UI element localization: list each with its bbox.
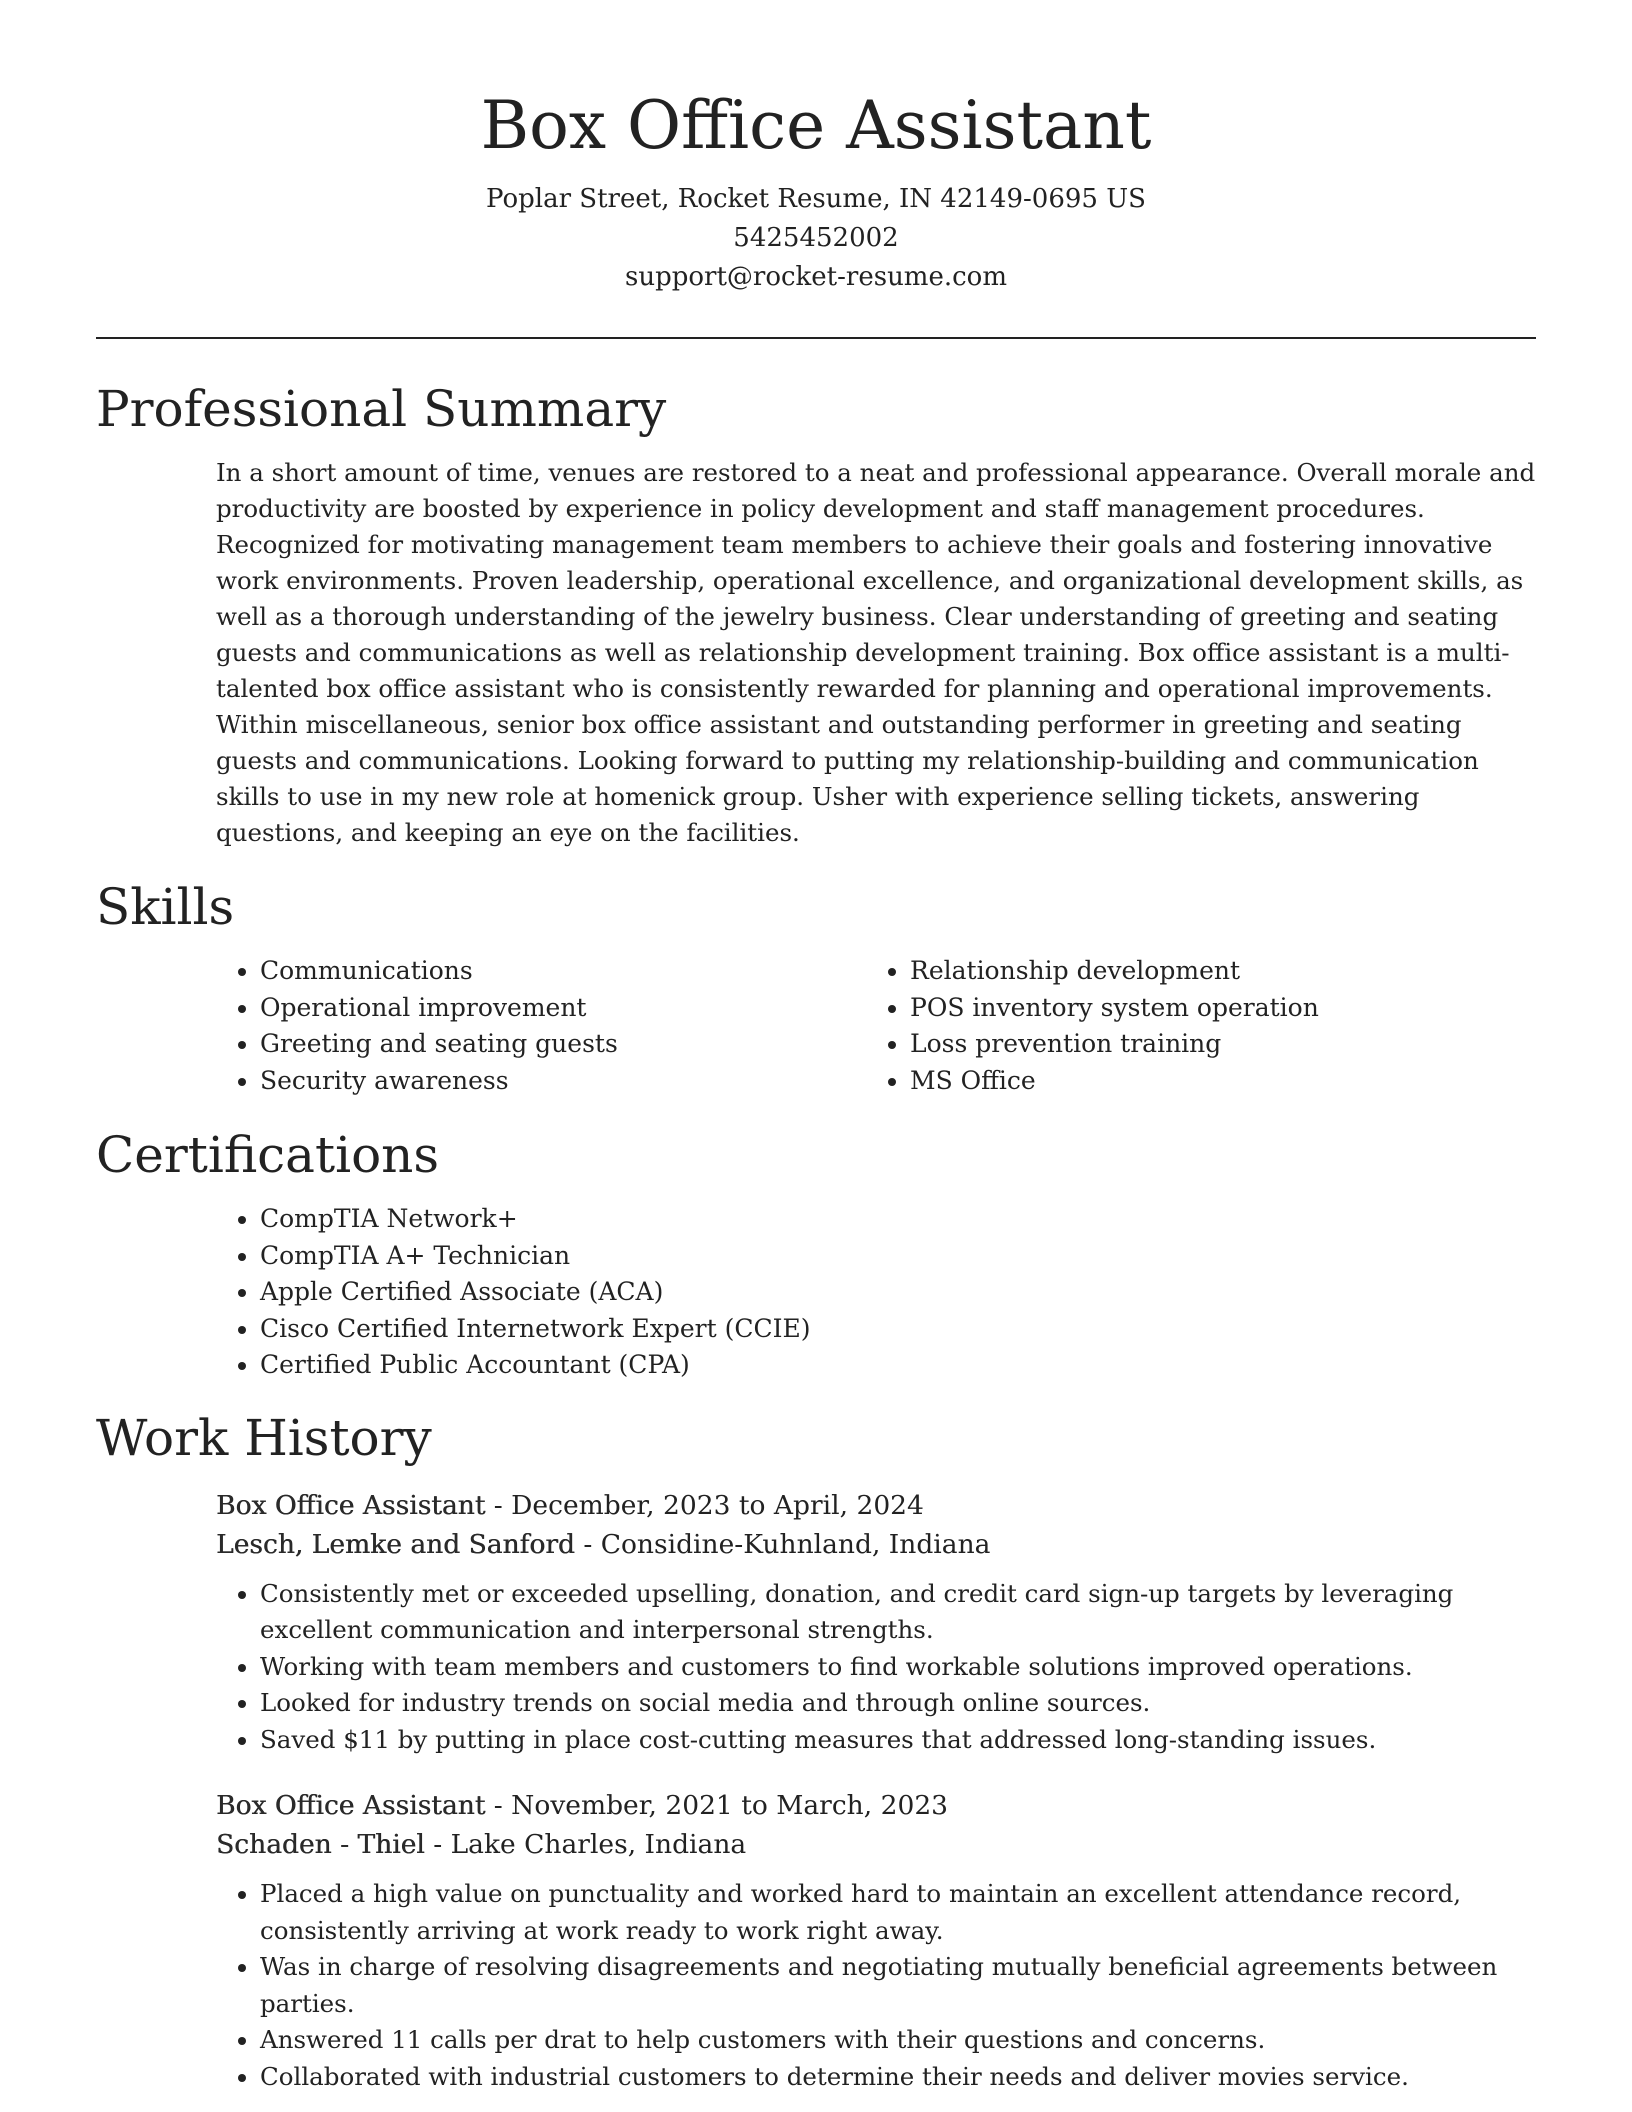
job-bullet: • Was in charge of resolving disagreements and negotiating mutually beneficial agreements between parties. [260, 1949, 1536, 2022]
job-bullet: • Looked for industry trends on social media and through online sources. [260, 1685, 1536, 1722]
certification-item: • Apple Certified Associate (ACA) [260, 1274, 1536, 1311]
skill-item: • Relationship development [910, 953, 1516, 990]
job-bullets [216, 1876, 1536, 2095]
job-title-line [216, 1786, 1536, 1825]
job-bullets [216, 1576, 1536, 1759]
job-company-line [216, 1525, 1536, 1564]
skills-column-right [866, 953, 1516, 1099]
section-title-work-history: Work History [96, 1408, 432, 1467]
certification-item: • Cisco Certified Internetwork Expert (CCIE) [260, 1311, 1536, 1348]
job-bullet: • Consistently met or exceeded upselling, donation, and credit card sign-up targets by leveraging excellent communication and interpersonal strengths. [260, 1576, 1536, 1649]
header-divider [96, 337, 1536, 339]
contact-info [96, 180, 1536, 297]
skill-item: • Security awareness [260, 1063, 866, 1100]
resume-header [96, 0, 1536, 297]
summary-text: In a short amount of time, venues are restored to a neat and professional appearance. Overall morale and productivity are boosted by experience in policy development and staff management procedures. Recognized for motivating management team members to achieve their goals and fostering innovative work environments. Proven leadership, operational excellence, and organizational development skills, as well as a thorough understanding of the jewelry business. Clear understanding of greeting and seating guests and communications as well as relationship development training. Box office assistant is a multi-talented box office assistant who is consistently rewarded for planning and operational improvements. Within miscellaneous, senior box office assistant and outstanding performer in greeting and seating guests and communications. Looking forward to putting my relationship-building and communication skills to use in my new role at homenick group. Usher with experience selling tickets, answering questions, and keeping an eye on the facilities. [216, 458, 1536, 847]
address: Poplar Street, Rocket Resume, IN 42149-0695 US [486, 184, 1146, 214]
phone: 5425452002 [733, 223, 899, 253]
section-title-skills: Skills [96, 878, 235, 936]
job-bullet: • Collaborated with industrial customers to determine their needs and deliver movies service. [260, 2059, 1536, 2096]
skill-item: • POS inventory system operation [910, 990, 1516, 1027]
job-position: Box Office Assistant [216, 1489, 486, 1521]
certification-item: • CompTIA A+ Technician [260, 1238, 1536, 1275]
certifications-list [216, 1201, 1536, 1384]
job-dates: - November, 2021 to March, 2023 [493, 1790, 949, 1821]
email: support@rocket-resume.com [624, 262, 1007, 292]
resume-page [96, 0, 1536, 2112]
job-location: - Lake Charles, Indiana [433, 1829, 747, 1860]
job-position: Box Office Assistant [216, 1790, 486, 1821]
job-dates: - December, 2023 to April, 2024 [493, 1489, 924, 1521]
skills-list [216, 953, 1536, 1099]
skill-item: • Communications [260, 953, 866, 990]
job-bullet: • Saved $11 by putting in place cost-cutting measures that addressed long-standing issues. [260, 1722, 1536, 1759]
candidate-name: Box Office Assistant [480, 87, 1152, 164]
certification-item: • CompTIA Network+ [260, 1201, 1536, 1238]
skill-item: • MS Office [910, 1063, 1516, 1100]
job-entry [216, 1486, 1536, 1759]
job-title-line [216, 1486, 1536, 1525]
job-company-line [216, 1825, 1536, 1864]
skills-column-left [216, 953, 866, 1099]
job-location: - Considine-Kuhnland, Indiana [583, 1528, 991, 1560]
section-title-summary: Professional Summary [96, 380, 667, 438]
job-bullet: • Answered 11 calls per drat to help customers with their questions and concerns. [260, 2022, 1536, 2059]
job-bullet: • Placed a high value on punctuality and worked hard to maintain an excellent attendance record, consistently arriving at work ready to work right away. [260, 1876, 1536, 1949]
certification-item: • Certified Public Accountant (CPA) [260, 1347, 1536, 1384]
skill-item: • Loss prevention training [910, 1026, 1516, 1063]
skill-item: • Operational improvement [260, 990, 866, 1027]
job-company: Schaden - Thiel [216, 1829, 425, 1860]
job-company: Lesch, Lemke and Sanford [216, 1528, 575, 1560]
job-bullet: • Working with team members and customers to find workable solutions improved operations. [260, 1649, 1536, 1686]
section-title-certifications: Certifications [96, 1126, 440, 1184]
skill-item: • Greeting and seating guests [260, 1026, 866, 1063]
job-entry [216, 1786, 1536, 2095]
